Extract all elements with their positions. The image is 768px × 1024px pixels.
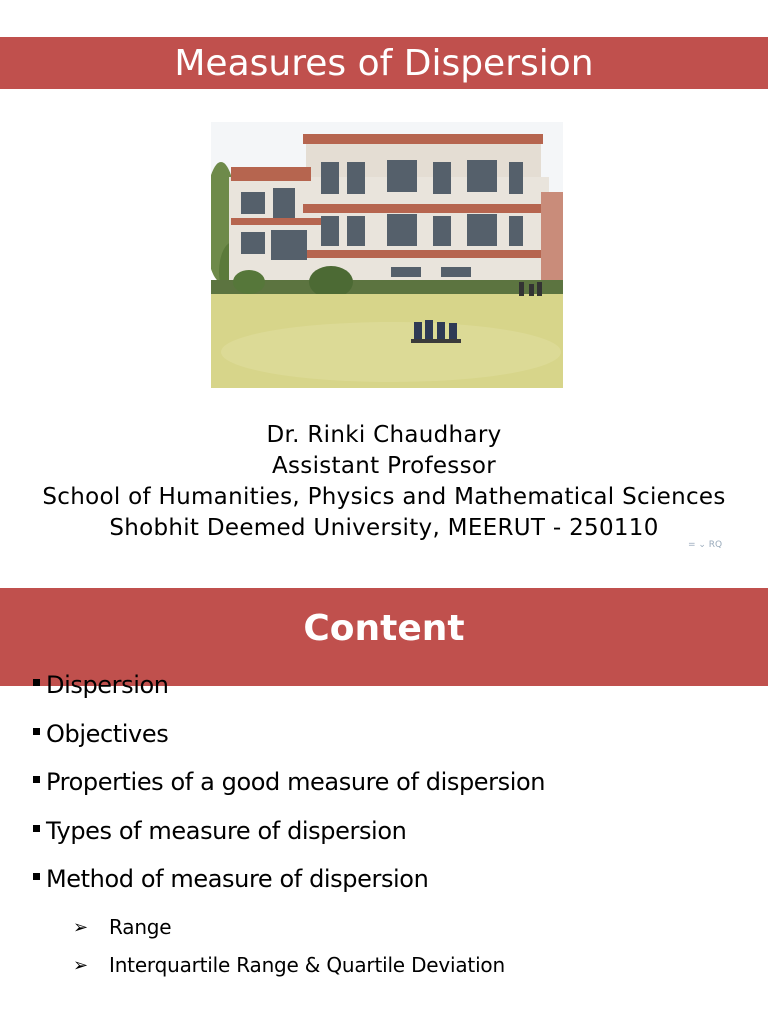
content-title: Content [303,607,465,649]
author-school: School of Humanities, Physics and Mathematical Sciences [42,484,726,510]
faint-marks: = ⌄ RQ [688,540,723,550]
bullet-list [33,670,545,913]
author-university: Shobhit Deemed University, MEERUT - 250110 [109,515,659,541]
sub-list-item: ➢ Interquartile Range & Quartile Deviation [73,953,505,977]
slide-title: Measures of Dispersion [174,42,594,84]
content-slide [0,588,768,1024]
list-item: Types of measure of dispersion [33,816,545,865]
author-block [0,420,768,544]
bullet-square-icon [33,873,40,880]
sub-bullet-list [73,908,505,984]
list-item: Dispersion [33,670,545,719]
list-item: Objectives [33,719,545,768]
bullet-square-icon [33,679,40,686]
bullet-square-icon [33,728,40,735]
title-band [0,37,768,89]
list-item: Method of measure of dispersion [33,864,545,913]
arrow-bullet-icon: ➢ [73,954,88,976]
author-role: Assistant Professor [271,453,497,479]
arrow-bullet-icon: ➢ [73,916,88,938]
author-name: Dr. Rinki Chaudhary [266,422,502,448]
building-photo [211,122,563,388]
sub-list-item: ➢ Range [73,915,172,939]
list-item: Properties of a good measure of dispersion [33,767,545,816]
bullet-square-icon [33,825,40,832]
bullet-square-icon [33,776,40,783]
